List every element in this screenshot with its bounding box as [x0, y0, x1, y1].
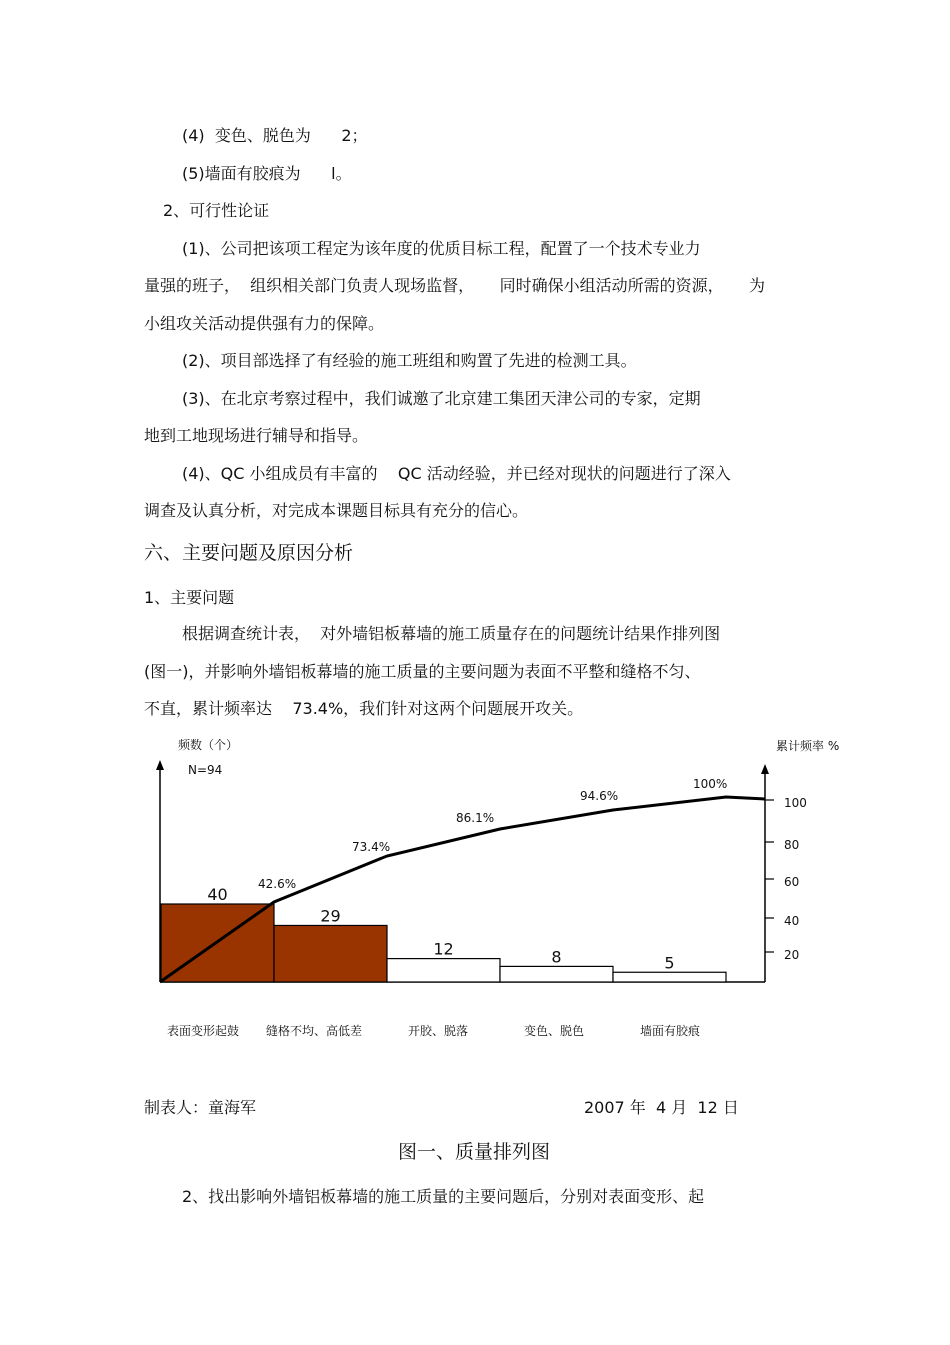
text-line: (4) 变色、脱色为 2；	[182, 126, 368, 145]
left-axis-label: 频数（个）	[178, 738, 239, 752]
text-line: 根据调查统计表， 对外墙铝板幕墙的施工质量存在的问题统计结果作排列图	[182, 624, 721, 643]
bar-value-label: 8	[551, 947, 562, 967]
right-tick-label: 80	[784, 838, 800, 852]
n-label: N=94	[188, 763, 223, 777]
text-line: (4)、QC 小组成员有丰富的 QC 活动经验，并已经对现状的问题进行了深入	[182, 464, 731, 483]
sub-heading: 1、主要问题	[144, 588, 235, 607]
figure-caption: 图一、质量排列图	[398, 1141, 551, 1163]
bar-value-label: 5	[664, 953, 675, 973]
text-line: 不直，累计频率达 73.4%，我们针对这两个问题展开攻关。	[144, 699, 584, 718]
bar	[274, 925, 387, 982]
bar-value-label: 40	[207, 885, 228, 904]
bar	[500, 966, 613, 982]
bar-value-label: 12	[433, 939, 454, 959]
text-line: (2)、项目部选择了有经验的施工班组和购置了先进的检测工具。	[182, 351, 637, 370]
chart-maker: 制表人：童海军	[144, 1098, 257, 1117]
text-line: (1)、公司把该项工程定为该年度的优质目标工程，配置了一个技术专业力	[182, 239, 701, 258]
section-heading: 六、主要问题及原因分析	[144, 542, 354, 564]
category-label: 表面变形起鼓	[166, 1024, 240, 1038]
bar	[387, 959, 500, 982]
left-axis-arrow	[156, 760, 164, 770]
text-line: 2、可行性论证	[163, 201, 270, 220]
cumulative-label: 42.6%	[258, 877, 297, 891]
text-line: (3)、在北京考察过程中，我们诚邀了北京建工集团天津公司的专家，定期	[182, 389, 701, 408]
category-label: 墙面有胶痕	[639, 1024, 701, 1038]
bar	[613, 972, 726, 982]
right-tick-label: 100	[784, 796, 807, 810]
text-line: 调查及认真分析，对完成本课题目标具有充分的信心。	[144, 501, 529, 520]
category-label: 缝格不均、高低差	[265, 1024, 363, 1038]
cumulative-label: 100%	[693, 777, 728, 791]
text-line: (5)墙面有胶痕为 l。	[182, 164, 352, 183]
text-line: 2、找出影响外墙铝板幕墙的施工质量的主要问题后，分别对表面变形、起	[182, 1187, 705, 1206]
text-line: 地到工地现场进行辅导和指导。	[144, 426, 369, 445]
cumulative-label: 86.1%	[456, 811, 495, 825]
cumulative-label: 94.6%	[580, 789, 619, 803]
category-label: 变色、脱色	[523, 1024, 585, 1038]
text-line: 量强的班子， 组织相关部门负责人现场监督， 同时确保小组活动所需的资源， 为	[144, 276, 766, 295]
right-tick-label: 60	[784, 875, 800, 889]
bar-value-label: 29	[320, 906, 341, 926]
right-tick-label: 40	[784, 914, 800, 928]
text-line: 小组攻关活动提供强有力的保障。	[144, 314, 385, 333]
right-axis-label: 累计频率 %	[776, 739, 840, 753]
chart-date: 2007 年 4 月 12 日	[584, 1098, 739, 1117]
text-line: (图一)，并影响外墙铝板幕墙的施工质量的主要问题为表面不平整和缝格不匀、	[144, 662, 701, 681]
right-axis-arrow	[761, 764, 769, 774]
category-label: 开胶、脱落	[407, 1024, 469, 1038]
cumulative-label: 73.4%	[352, 840, 391, 854]
right-tick-label: 20	[784, 948, 800, 962]
